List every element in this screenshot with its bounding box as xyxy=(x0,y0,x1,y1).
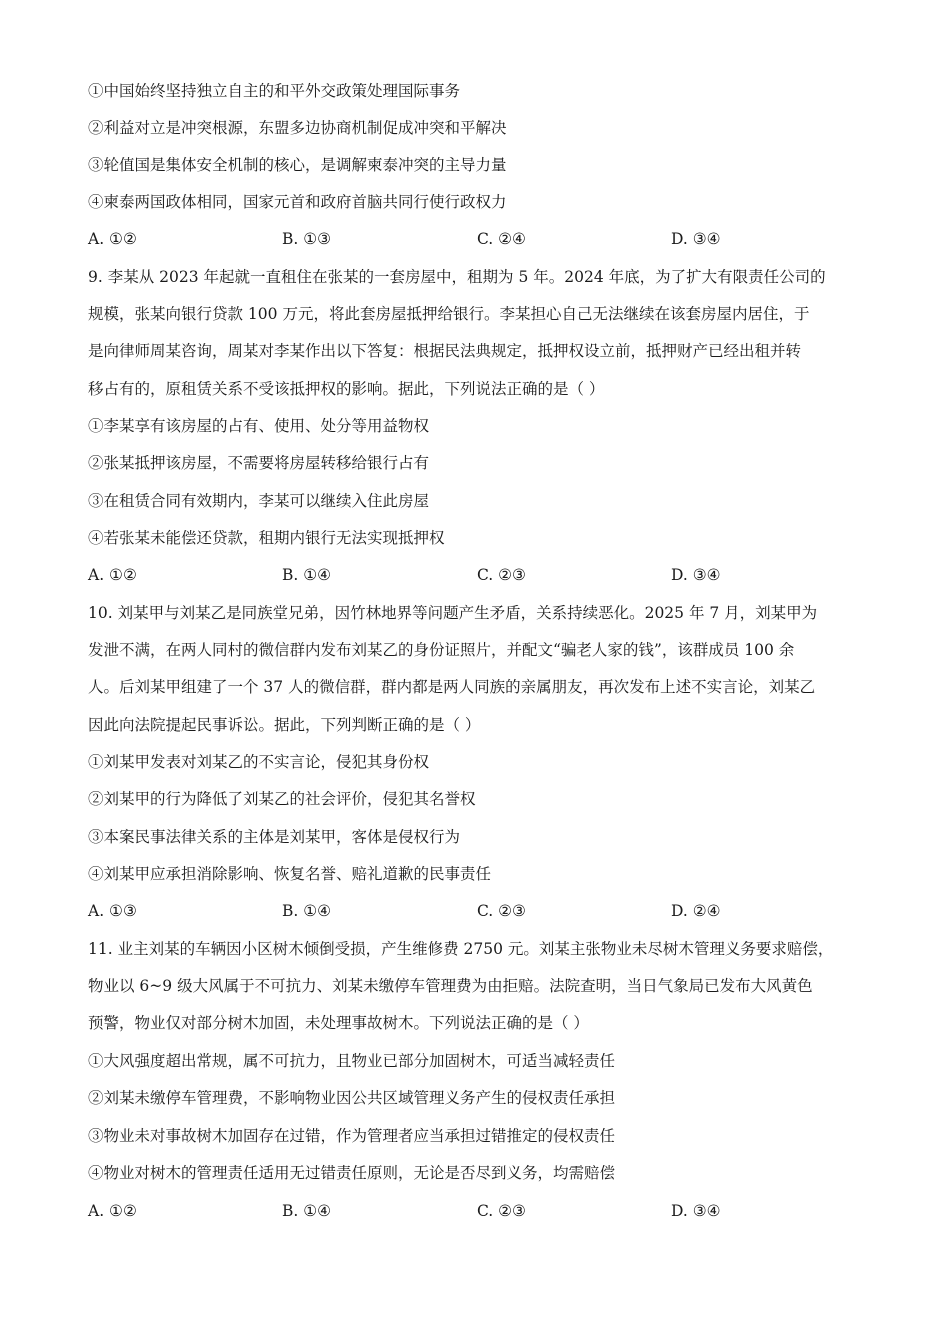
q9-stem-line-2: 规模，张某向银行贷款 100 万元，将此套房屋抵押给银行。李某担心自己无法继续在该套房屋内居住，于 xyxy=(88,305,810,323)
q8-statement-2: ②利益对立是冲突根源，东盟多边协商机制促成冲突和平解决 xyxy=(88,119,507,137)
q8-option-c[interactable]: C. ②④ xyxy=(477,230,526,248)
q10-option-a[interactable]: A. ①③ xyxy=(88,902,137,920)
q11-option-c[interactable]: C. ②③ xyxy=(477,1202,526,1220)
q11-option-a[interactable]: A. ①② xyxy=(88,1202,137,1220)
q10-stem-line-4: 因此向法院提起民事诉讼。据此，下列判断正确的是（ ） xyxy=(88,716,481,734)
q9-statement-1: ①李某享有该房屋的占有、使用、处分等用益物权 xyxy=(88,417,430,435)
q8-options xyxy=(88,228,868,250)
q9-statement-3: ③在租赁合同有效期内，李某可以继续入住此房屋 xyxy=(88,492,430,510)
q10-statement-2: ②刘某甲的行为降低了刘某乙的社会评价，侵犯其名誉权 xyxy=(88,790,476,808)
q11-stem-line-2: 物业以 6~9 级大风属于不可抗力、刘某未缴停车管理费为由拒赔。法院查明，当日气象局已发布大风黄色 xyxy=(88,977,813,995)
q9-option-b[interactable]: B. ①④ xyxy=(282,566,332,584)
q8-option-d[interactable]: D. ③④ xyxy=(671,230,721,248)
q9-statement-2: ②张某抵押该房屋，不需要将房屋转移给银行占有 xyxy=(88,454,430,472)
q11-option-d[interactable]: D. ③④ xyxy=(671,1202,721,1220)
q8-statement-4: ④柬泰两国政体相同，国家元首和政府首脑共同行使行政权力 xyxy=(88,193,507,211)
q10-statement-4: ④刘某甲应承担消除影响、恢复名誉、赔礼道歉的民事责任 xyxy=(88,865,492,883)
q8-statement-3: ③轮值国是集体安全机制的核心，是调解柬泰冲突的主导力量 xyxy=(88,156,507,174)
q11-stem-line-3: 预警，物业仅对部分树木加固，未处理事故树木。下列说法正确的是（ ） xyxy=(88,1014,589,1032)
q9-option-c[interactable]: C. ②③ xyxy=(477,566,526,584)
q10-stem-line-1: 10. 刘某甲与刘某乙是同族堂兄弟，因竹林地界等问题产生矛盾，关系持续恶化。2025 年 7 月，刘某甲为 xyxy=(88,604,818,622)
q10-options xyxy=(88,900,868,922)
q11-statement-1: ①大风强度超出常规，属不可抗力，且物业已部分加固树木，可适当减轻责任 xyxy=(88,1052,616,1070)
q8-option-b[interactable]: B. ①③ xyxy=(282,230,332,248)
q11-statement-2: ②刘某未缴停车管理费，不影响物业因公共区域管理义务产生的侵权责任承担 xyxy=(88,1089,616,1107)
q9-option-a[interactable]: A. ①② xyxy=(88,566,137,584)
q10-statement-1: ①刘某甲发表对刘某乙的不实言论，侵犯其身份权 xyxy=(88,753,430,771)
q10-statement-3: ③本案民事法律关系的主体是刘某甲，客体是侵权行为 xyxy=(88,828,461,846)
q8-statement-1: ①中国始终坚持独立自主的和平外交政策处理国际事务 xyxy=(88,82,461,100)
q9-stem-line-3: 是向律师周某咨询，周某对李某作出以下答复：根据民法典规定，抵押权设立前，抵押财产已经出租并转 xyxy=(88,342,802,360)
q9-options xyxy=(88,564,868,586)
q10-stem-line-3: 人。后刘某甲组建了一个 37 人的微信群，群内都是两人同族的亲属朋友，再次发布上述不实言论，刘某乙 xyxy=(88,678,816,696)
q9-statement-4: ④若张某未能偿还贷款，租期内银行无法实现抵押权 xyxy=(88,529,445,547)
q11-options xyxy=(88,1200,868,1222)
q10-option-d[interactable]: D. ②④ xyxy=(671,902,721,920)
q10-option-c[interactable]: C. ②③ xyxy=(477,902,526,920)
q9-stem-line-1: 9. 李某从 2023 年起就一直租住在张某的一套房屋中，租期为 5 年。2024 年底，为了扩大有限责任公司的 xyxy=(88,268,826,286)
q11-statement-3: ③物业未对事故树木加固存在过错，作为管理者应当承担过错推定的侵权责任 xyxy=(88,1127,616,1145)
q10-option-b[interactable]: B. ①④ xyxy=(282,902,332,920)
q11-statement-4: ④物业对树木的管理责任适用无过错责任原则，无论是否尽到义务，均需赔偿 xyxy=(88,1164,616,1182)
q11-stem-line-1: 11. 业主刘某的车辆因小区树木倾倒受损，产生维修费 2750 元。刘某主张物业未尽树木管理义务要求赔偿， xyxy=(88,940,834,958)
q9-stem-line-4: 移占有的，原租赁关系不受该抵押权的影响。据此，下列说法正确的是（ ） xyxy=(88,380,605,398)
q11-option-b[interactable]: B. ①④ xyxy=(282,1202,332,1220)
q9-option-d[interactable]: D. ③④ xyxy=(671,566,721,584)
q10-stem-line-2: 发泄不满，在两人同村的微信群内发布刘某乙的身份证照片，并配文“骗老人家的钱”，该群成员 100 余 xyxy=(88,641,795,659)
q8-option-a[interactable]: A. ①② xyxy=(88,230,137,248)
